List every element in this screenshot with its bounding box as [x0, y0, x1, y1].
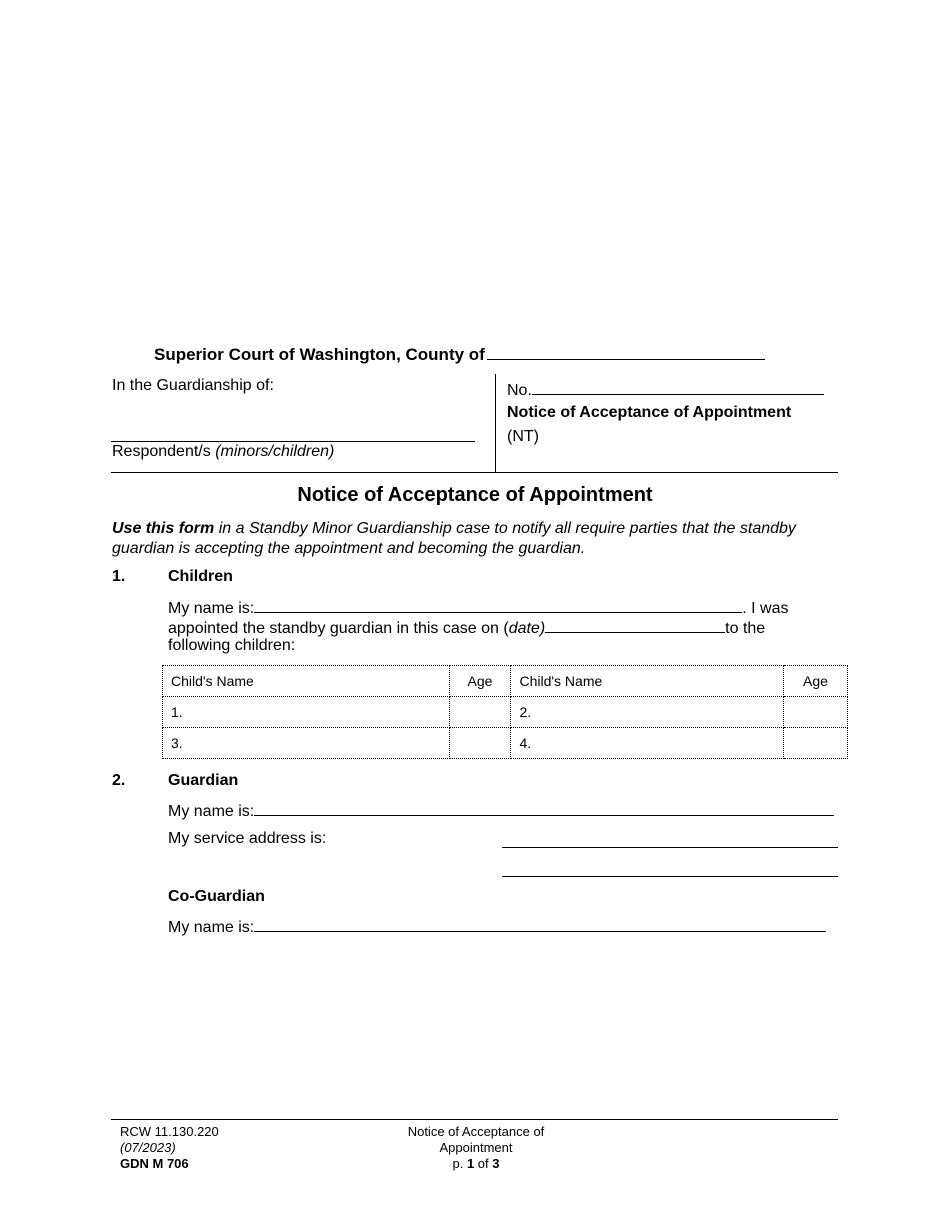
child-age-cell[interactable] [449, 728, 511, 759]
child-name-header: Child's Name [163, 666, 450, 697]
children-table [162, 665, 848, 759]
case-number-row: No. [507, 380, 824, 400]
child-age-cell[interactable] [784, 728, 848, 759]
guardian-name-field[interactable] [254, 801, 834, 816]
caption-bottom-rule [111, 472, 838, 473]
case-number-field[interactable] [532, 380, 824, 395]
age-header: Age [449, 666, 511, 697]
child-age-cell[interactable] [784, 697, 848, 728]
court-heading: Superior Court of Washington, County of [154, 345, 765, 365]
child-age-cell[interactable] [449, 697, 511, 728]
child-name-header: Child's Name [511, 666, 784, 697]
caption-doc-code: (NT) [507, 428, 539, 445]
co-guardian-name-field[interactable] [254, 917, 826, 932]
child-name-cell[interactable]: 3. [163, 728, 450, 759]
my-name-row: My name is: . I was [168, 600, 789, 617]
child-name-cell[interactable]: 4. [511, 728, 784, 759]
service-address-line-1[interactable] [502, 847, 838, 848]
guardian-name-row: My name is: [168, 801, 834, 821]
footer-date: (07/2023) [120, 1140, 176, 1155]
county-field[interactable] [487, 345, 765, 360]
appointment-date-field[interactable] [545, 618, 725, 633]
guardianship-of-label: In the Guardianship of: [112, 377, 274, 394]
footer-rcw: RCW 11.130.220 [120, 1124, 219, 1139]
table-header-row [163, 666, 848, 697]
caption-doc-title: Notice of Acceptance of Appointment [507, 404, 792, 421]
age-header: Age [784, 666, 848, 697]
footer-doc-title-2: Appointment [439, 1140, 513, 1155]
footer-center [376, 1124, 576, 1172]
respondent-label: Respondent/s (minors/children) [112, 443, 335, 460]
section-2-heading: Guardian [168, 772, 239, 789]
my-name-field[interactable] [254, 598, 742, 613]
section-1-heading: Children [168, 568, 233, 585]
footer-rule [111, 1119, 838, 1120]
caption-divider [495, 374, 496, 473]
co-guardian-name-row: My name is: [168, 917, 826, 937]
footer-page-number: p. 1 of 3 [452, 1156, 500, 1171]
footer-left [120, 1124, 219, 1172]
instructions: Use this form in a Standby Minor Guardianship case to notify all require parties that the standby guardian is accepting the appointment and becoming the guardian. [112, 520, 796, 557]
service-address-label: My service address is: [168, 830, 327, 847]
respondent-name-line[interactable] [111, 441, 475, 442]
footer-doc-title-1: Notice of Acceptance of [407, 1124, 545, 1139]
page-title: Notice of Acceptance of Appointment [297, 484, 653, 506]
appointed-row: appointed the standby guardian in this case on (date) to the [168, 620, 766, 637]
service-address-line-2[interactable] [502, 876, 838, 877]
section-1-number: 1. [112, 568, 126, 585]
child-name-cell[interactable]: 1. [163, 697, 450, 728]
co-guardian-heading: Co-Guardian [168, 888, 265, 905]
table-row [163, 728, 848, 759]
child-name-cell[interactable]: 2. [511, 697, 784, 728]
table-row [163, 697, 848, 728]
footer-form-number: GDN M 706 [120, 1156, 189, 1171]
section-2-number: 2. [112, 772, 126, 789]
following-children: following children: [168, 637, 296, 654]
